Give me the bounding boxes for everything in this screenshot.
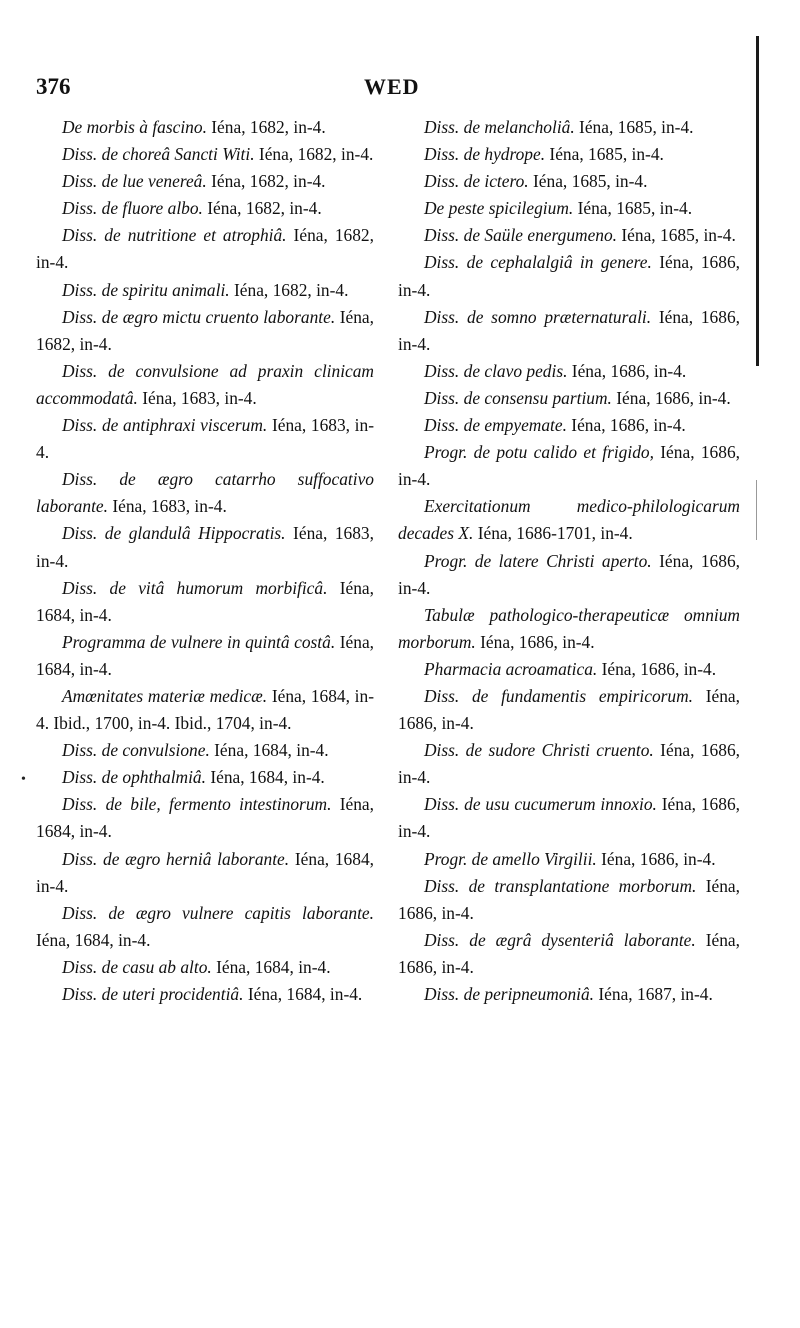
entry-title: Diss. de transplantatione morborum. bbox=[424, 875, 697, 896]
bibliography-entry bbox=[398, 927, 740, 981]
bibliography-entry bbox=[36, 791, 374, 845]
entry-title: Diss. de choreâ Sancti Witi. bbox=[62, 144, 255, 165]
bibliography-entry bbox=[398, 385, 740, 412]
bibliography-entry bbox=[36, 629, 374, 683]
bibliography-entry bbox=[36, 358, 374, 412]
entry-title: Pharmacia acroamatica. bbox=[424, 658, 598, 679]
entry-details: Iéna, 1684, in-4. bbox=[243, 984, 363, 1004]
entry-details: Iéna, 1686, in-4. bbox=[398, 929, 740, 977]
bibliography-entry bbox=[398, 412, 740, 439]
entry-details: Iéna, 1685, in-4. bbox=[574, 117, 694, 137]
entry-title: Diss. de empyemate. bbox=[424, 415, 567, 436]
entry-details: Iéna, 1685, in-4. bbox=[617, 225, 736, 246]
bibliography-entry bbox=[398, 981, 740, 1008]
entry-title: Diss. de melancholiâ. bbox=[424, 117, 575, 137]
entry-title: Diss. de hydrope. bbox=[424, 144, 546, 165]
bibliography-entry bbox=[398, 141, 740, 168]
bibliography-entry bbox=[36, 466, 374, 520]
entry-details: Iéna, 1683, in-4. bbox=[137, 387, 257, 408]
bibliography-entry bbox=[398, 602, 740, 656]
bibliography-entry bbox=[36, 168, 374, 195]
entry-details: Iéna, 1682, in-4. bbox=[206, 117, 326, 137]
bibliography-entry bbox=[398, 358, 740, 385]
entry-title: Diss. de convulsione ad praxin clinicam accommodatâ. bbox=[36, 360, 374, 408]
entry-details: Iéna, 1685, in-4. bbox=[528, 171, 648, 192]
entry-details: Iéna, 1685, in-4. bbox=[545, 144, 664, 165]
bibliography-entry bbox=[36, 277, 374, 304]
bibliography-entry bbox=[398, 168, 740, 195]
bibliography-entry bbox=[36, 846, 374, 900]
entry-title: Diss. de ægro herniâ laborante. bbox=[62, 848, 290, 869]
entry-title: Diss. de fundamentis empiricorum. bbox=[424, 685, 694, 706]
entry-title: Diss. de vitâ humorum morbificâ. bbox=[62, 577, 328, 598]
bibliography-entry bbox=[398, 114, 740, 141]
entry-title: Diss. de nutritione et atrophiâ. bbox=[62, 225, 287, 246]
entry-details: Iéna, 1682, in-4. bbox=[254, 144, 374, 165]
bibliography-entry bbox=[398, 249, 740, 303]
entry-title: Diss. de casu ab alto. bbox=[62, 956, 212, 977]
bibliography-entry bbox=[398, 439, 740, 493]
bibliography-entry bbox=[36, 764, 374, 791]
entry-details: Iéna, 1686-1701, in-4. bbox=[473, 523, 633, 544]
entry-details: Iéna, 1686, in-4. bbox=[596, 848, 716, 869]
entry-details: Iéna, 1684, in-4. bbox=[36, 929, 151, 950]
entry-title: De morbis à fascino. bbox=[62, 117, 207, 137]
bibliography-entry bbox=[398, 222, 740, 249]
entry-title: Diss. de sudore Christi cruento. bbox=[424, 740, 654, 761]
entry-title: Diss. de uteri procidentiâ. bbox=[62, 984, 244, 1004]
entry-details: Iéna, 1686, in-4. bbox=[398, 252, 740, 300]
running-head: WED bbox=[364, 74, 420, 99]
entry-title: Diss. de fluore albo. bbox=[62, 198, 203, 219]
page-header bbox=[0, 74, 800, 104]
entry-title: Diss. de convulsione. bbox=[62, 740, 210, 761]
entry-details: Iéna, 1682, in-4. bbox=[36, 306, 374, 354]
entry-details: Iéna, 1687, in-4. bbox=[594, 984, 713, 1004]
entry-details: Iéna, 1682, in-4. bbox=[36, 225, 374, 273]
entry-details: Iéna, 1684, in-4. bbox=[209, 740, 329, 761]
bibliography-entry bbox=[398, 683, 740, 737]
entry-title: Tabulæ pathologico-therapeuticæ omnium morborum. bbox=[398, 604, 740, 652]
bibliography-entry bbox=[36, 737, 374, 764]
entry-title: Progr. de amello Virgilii. bbox=[424, 848, 597, 869]
entry-details: Iéna, 1686, in-4. bbox=[475, 631, 595, 652]
entry-details: Iéna, 1685, in-4. bbox=[573, 198, 693, 219]
entry-details: Iéna, 1682, in-4. bbox=[202, 198, 322, 219]
bibliography-entry bbox=[398, 791, 740, 845]
entry-details: Iéna, 1684, in-4. bbox=[211, 956, 331, 977]
right-column bbox=[398, 114, 740, 1008]
entry-title: Diss. de usu cucumerum innoxio. bbox=[424, 794, 657, 815]
entry-details: Iéna, 1686, in-4. bbox=[398, 740, 740, 788]
entry-title: Diss. de ægrâ dysenteriâ laborante. bbox=[424, 929, 696, 950]
entry-title: Diss. de ictero. bbox=[424, 171, 529, 192]
entry-title: Diss. de lue venereâ. bbox=[62, 171, 207, 192]
bibliography-entry bbox=[36, 222, 374, 276]
entry-title: Amœnitates materiæ medicæ. bbox=[62, 685, 268, 706]
entry-title: Exercitationum medico-philologicarum decades X. bbox=[398, 496, 740, 544]
entry-title: Diss. de Saüle energumeno. bbox=[424, 225, 618, 246]
entry-details: Iéna, 1686, in-4. bbox=[398, 685, 740, 734]
bibliography-entry bbox=[398, 493, 740, 547]
bibliography-entry bbox=[398, 873, 740, 927]
entry-details: Iéna, 1682, in-4. bbox=[229, 279, 349, 300]
bibliography-entry bbox=[36, 575, 374, 629]
entry-title: Programma de vulnere in quintâ costâ. bbox=[62, 631, 336, 652]
bibliography-entry bbox=[398, 195, 740, 222]
bibliography-entry bbox=[398, 656, 740, 683]
bibliography-entry bbox=[36, 412, 374, 466]
entry-title: Diss. de ægro vulnere capitis laborante. bbox=[62, 902, 374, 923]
bibliography-entry bbox=[398, 548, 740, 602]
bibliography-entry bbox=[398, 304, 740, 358]
entry-details: Iéna, 1684, in-4. bbox=[205, 767, 325, 788]
bibliography-entry bbox=[36, 981, 374, 1008]
entry-details: Iéna, 1683, in-4. bbox=[36, 415, 374, 463]
entry-title: Diss. de cephalalgiâ in genere. bbox=[424, 252, 652, 273]
bibliography-entry bbox=[36, 683, 374, 737]
entry-title: Diss. de somno præternaturali. bbox=[424, 306, 652, 327]
entry-details: Iéna, 1684, in-4. bbox=[36, 577, 374, 625]
bibliography-entry bbox=[36, 520, 374, 574]
bibliography-entry bbox=[36, 900, 374, 954]
entry-details: Iéna, 1683, in-4. bbox=[107, 496, 227, 517]
entry-details: Iéna, 1686, in-4. bbox=[567, 360, 687, 381]
entry-title: Diss. de spiritu animali. bbox=[62, 279, 230, 300]
entry-details: Iéna, 1686, in-4. bbox=[398, 875, 740, 923]
entry-details: Iéna, 1686, in-4. bbox=[597, 658, 717, 679]
bibliography-entry bbox=[398, 846, 740, 873]
entry-details: Iéna, 1684, in-4. bbox=[36, 631, 375, 679]
entry-details: Iéna, 1683, in-4. bbox=[36, 523, 374, 571]
entry-title: Diss. de consensu partium. bbox=[424, 387, 612, 408]
entry-title: Progr. de latere Christi aperto. bbox=[424, 550, 652, 571]
entry-details: Iéna, 1686, in-4. bbox=[398, 550, 740, 598]
bibliography-entry bbox=[36, 304, 374, 358]
entry-title: Diss. de ægro mictu cruento laborante. bbox=[62, 306, 336, 327]
bibliography-entry bbox=[398, 737, 740, 791]
entry-title: Progr. de potu calido et frigido, bbox=[424, 442, 654, 463]
entry-title: De peste spicilegium. bbox=[424, 198, 574, 219]
entry-details: Iéna, 1686, in-4. bbox=[398, 306, 740, 354]
entry-title: Diss. de clavo pedis. bbox=[424, 360, 568, 381]
binding-edge-mark bbox=[756, 480, 757, 540]
entry-details: Iéna, 1686, in-4. bbox=[398, 794, 740, 842]
entry-title: Diss. de ægro catarrho suffocativo laborante. bbox=[36, 469, 374, 517]
entry-title: Diss. de bile, fermento intestinorum. bbox=[62, 794, 332, 815]
bibliography-entry bbox=[36, 141, 374, 168]
entry-details: Iéna, 1684, in-4. Ibid., 1700, in-4. Ibid., 1704, in-4. bbox=[36, 685, 374, 734]
bibliography-entry bbox=[36, 195, 374, 222]
entry-title: Diss. de antiphraxi viscerum. bbox=[62, 415, 268, 436]
entry-details: Iéna, 1686, in-4. bbox=[566, 415, 686, 436]
entry-title: Diss. de ophthalmiâ. bbox=[62, 767, 206, 788]
entry-title: Diss. de peripneumoniâ. bbox=[424, 984, 595, 1004]
left-column bbox=[36, 114, 374, 1008]
entry-details: Iéna, 1682, in-4. bbox=[206, 171, 326, 192]
entry-details: Iéna, 1684, in-4. bbox=[36, 794, 374, 842]
bibliography-entry bbox=[36, 114, 374, 141]
entry-details: Iéna, 1686, in-4. bbox=[398, 442, 740, 490]
margin-mark: • bbox=[21, 772, 26, 787]
page-number: 376 bbox=[36, 74, 71, 99]
entry-details: Iéna, 1684, in-4. bbox=[36, 848, 374, 896]
bibliography-entry bbox=[36, 954, 374, 981]
entry-title: Diss. de glandulâ Hippocratis. bbox=[62, 523, 286, 544]
entry-details: Iéna, 1686, in-4. bbox=[611, 387, 731, 408]
